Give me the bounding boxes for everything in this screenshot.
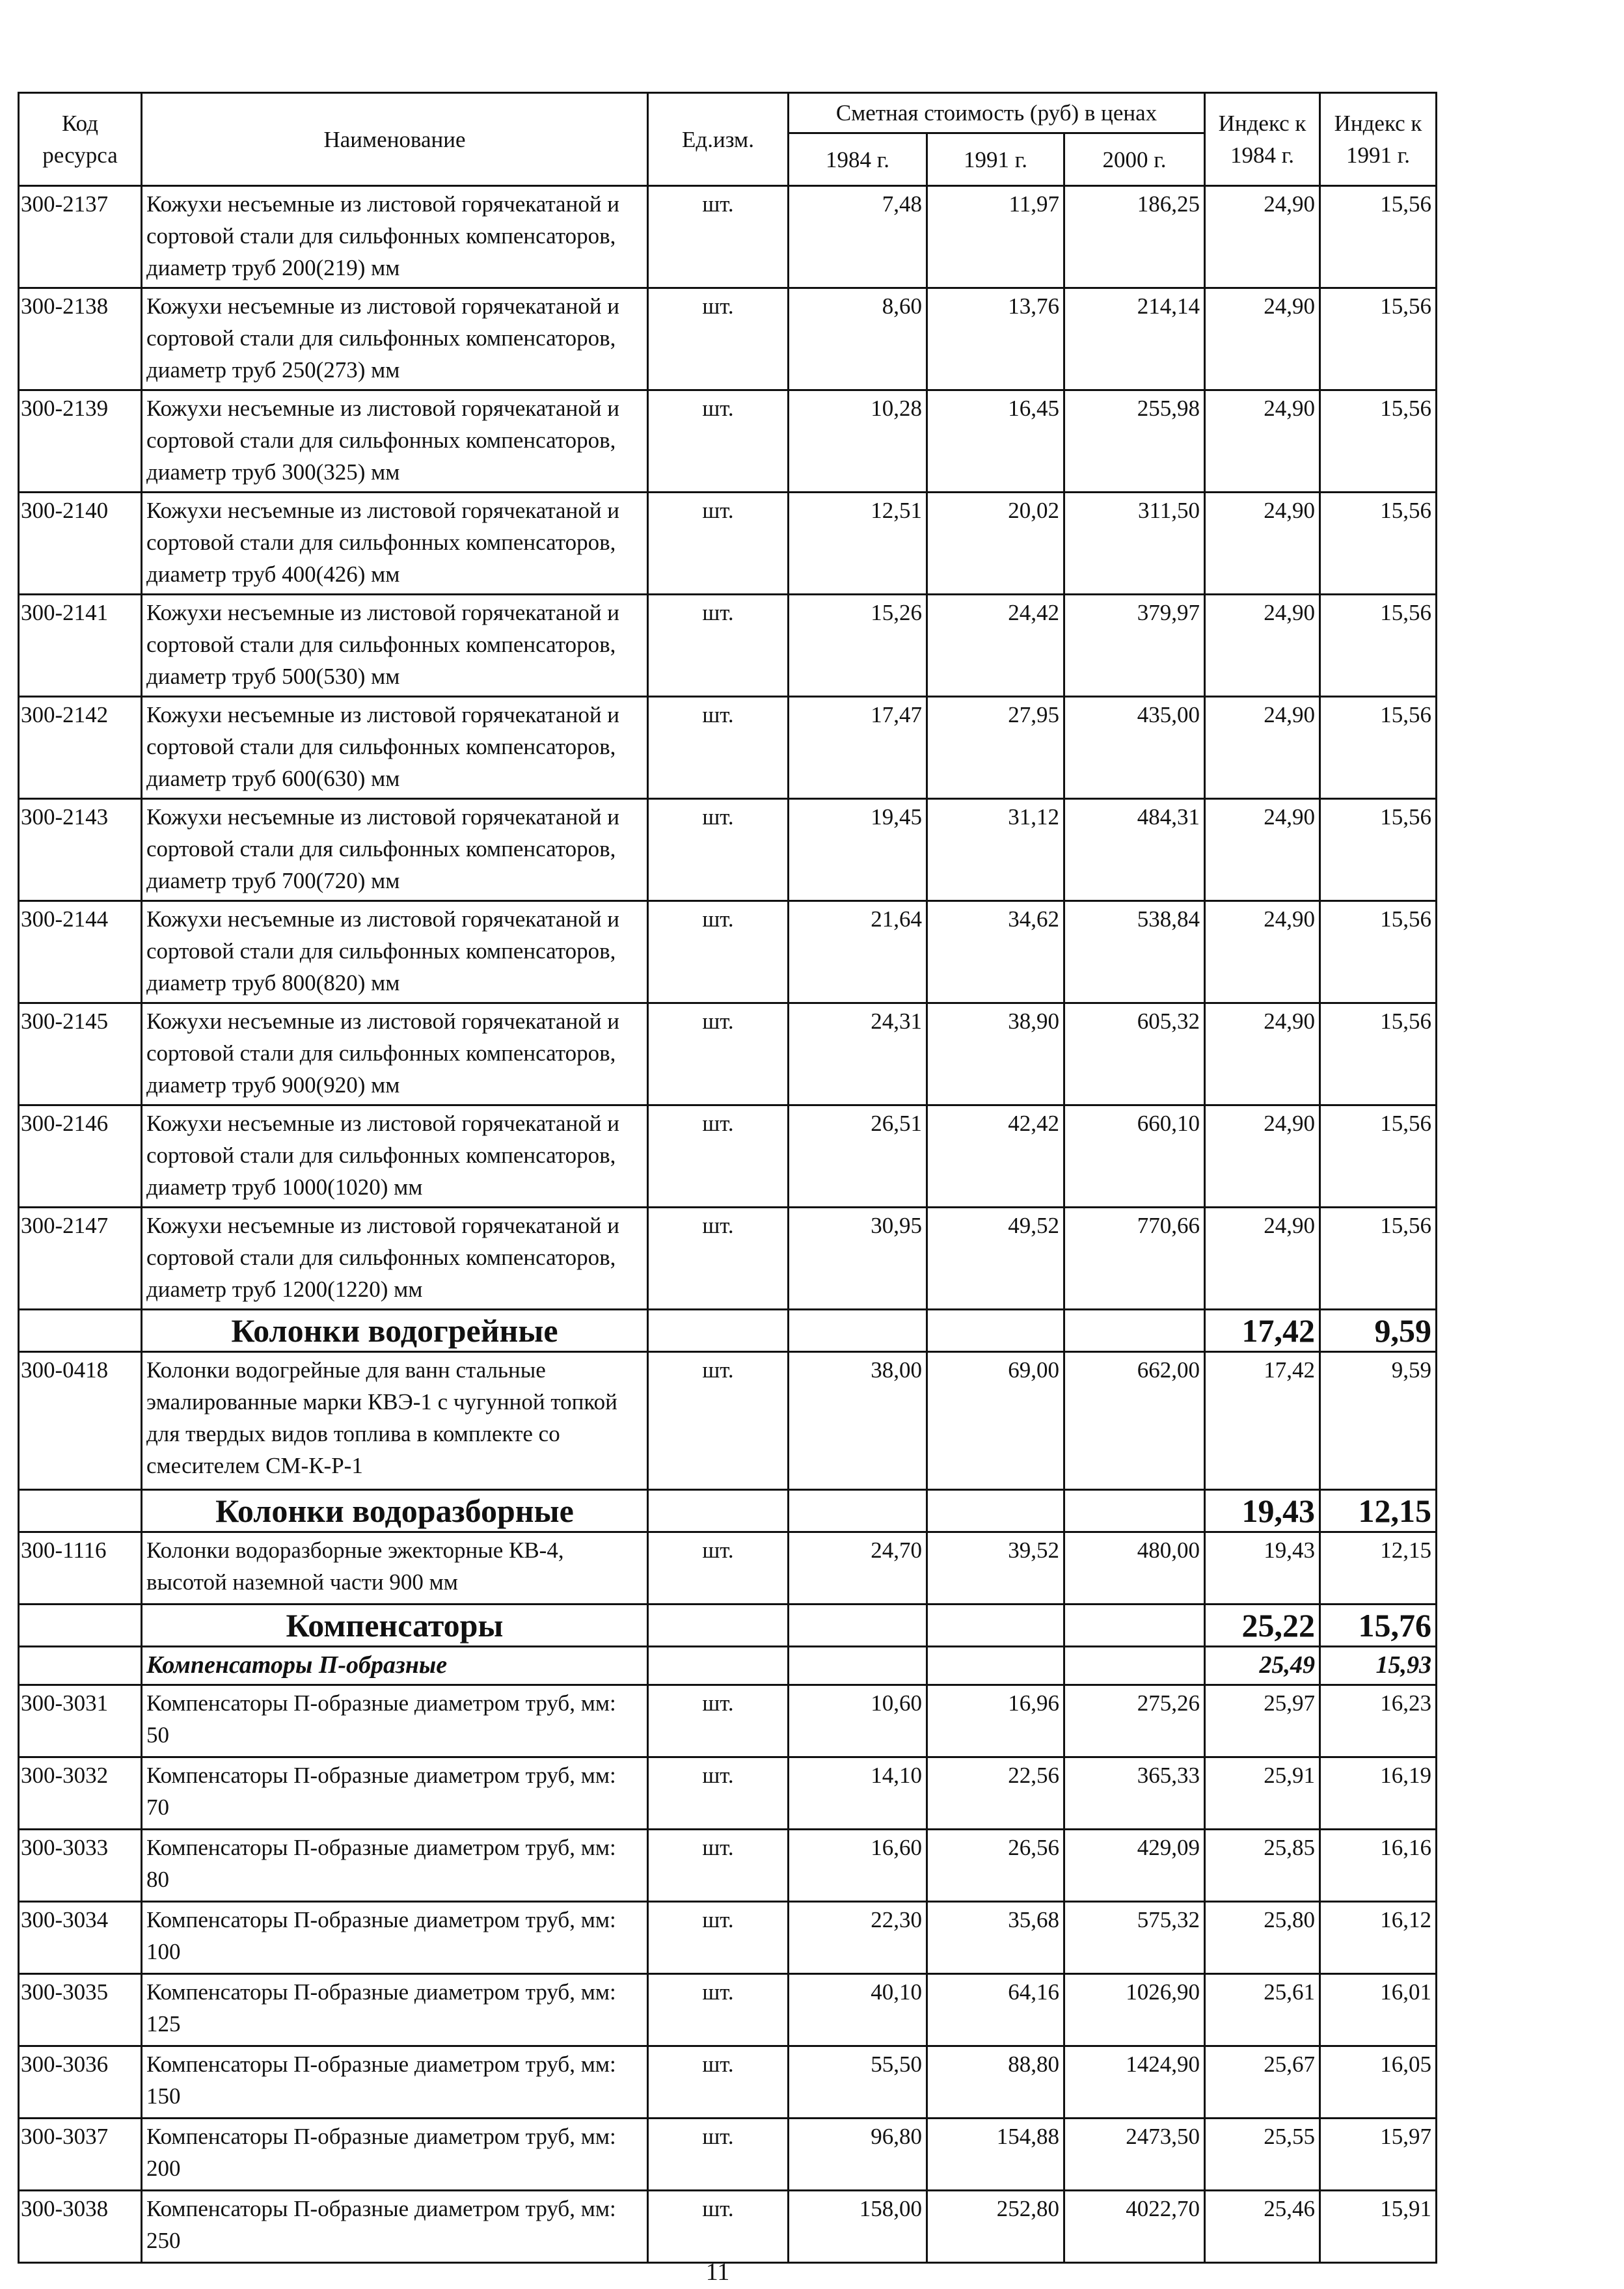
table-row: [19, 186, 1437, 288]
unit: шт.: [648, 493, 789, 595]
price-1984: 19,45: [789, 799, 927, 901]
section-index-1984: 25,22: [1205, 1605, 1320, 1647]
unit: шт.: [648, 1532, 789, 1605]
empty-cell: [1064, 1490, 1205, 1532]
price-2000: 770,66: [1064, 1208, 1205, 1310]
unit: шт.: [648, 1830, 789, 1902]
unit: шт.: [648, 1685, 789, 1757]
section-index-1991: 9,59: [1320, 1310, 1437, 1352]
price-2000: 605,32: [1064, 1003, 1205, 1105]
unit: шт.: [648, 1352, 789, 1490]
price-2000: 480,00: [1064, 1532, 1205, 1605]
resource-code: 300-2145: [19, 1003, 142, 1105]
resource-code: 300-2139: [19, 390, 142, 493]
subsection-index-1984: 25,49: [1205, 1647, 1320, 1685]
resource-name: Компенсаторы П-образные диаметром труб, мм: 200: [142, 2119, 648, 2191]
price-1991: 27,95: [927, 697, 1064, 799]
price-2000: 538,84: [1064, 901, 1205, 1003]
price-2000: 484,31: [1064, 799, 1205, 901]
index-1991: 15,56: [1320, 186, 1437, 288]
unit: шт.: [648, 1105, 789, 1208]
unit: шт.: [648, 2119, 789, 2191]
price-1991: 24,42: [927, 595, 1064, 697]
index-1991: 15,97: [1320, 2119, 1437, 2191]
subsection-index-1991: 15,93: [1320, 1647, 1437, 1685]
resource-code: 300-0418: [19, 1352, 142, 1490]
resource-name: Кожухи несъемные из листовой горячекатаной и сортовой стали для сильфонных компенсаторов, диаметр труб 250(273) мм: [142, 288, 648, 390]
price-1991: 88,80: [927, 2046, 1064, 2119]
resource-code: 300-2143: [19, 799, 142, 901]
resource-code: 300-3034: [19, 1902, 142, 1974]
resource-code: 300-2144: [19, 901, 142, 1003]
subsection-row: [19, 1647, 1437, 1685]
price-1984: 14,10: [789, 1757, 927, 1830]
resource-name: Кожухи несъемные из листовой горячекатаной и сортовой стали для сильфонных компенсаторов, диаметр труб 1000(1020) мм: [142, 1105, 648, 1208]
index-1984: 24,90: [1205, 697, 1320, 799]
index-1984: 25,97: [1205, 1685, 1320, 1757]
resource-code: 300-2140: [19, 493, 142, 595]
index-1991: 16,05: [1320, 2046, 1437, 2119]
index-1991: 9,59: [1320, 1352, 1437, 1490]
section-index-1991: 12,15: [1320, 1490, 1437, 1532]
price-1984: 40,10: [789, 1974, 927, 2046]
price-1984: 158,00: [789, 2191, 927, 2263]
price-1984: 8,60: [789, 288, 927, 390]
price-1984: 55,50: [789, 2046, 927, 2119]
price-2000: 435,00: [1064, 697, 1205, 799]
empty-cell: [789, 1605, 927, 1647]
unit: шт.: [648, 2191, 789, 2263]
header-1984: 1984 г.: [789, 133, 927, 186]
price-2000: 2473,50: [1064, 2119, 1205, 2191]
resource-name: Кожухи несъемные из листовой горячекатаной и сортовой стали для сильфонных компенсаторов, диаметр труб 600(630) мм: [142, 697, 648, 799]
resource-code: 300-2142: [19, 697, 142, 799]
resource-code: 300-2147: [19, 1208, 142, 1310]
empty-cell: [19, 1605, 142, 1647]
index-1991: 15,56: [1320, 901, 1437, 1003]
price-1984: 96,80: [789, 2119, 927, 2191]
resource-name: Кожухи несъемные из листовой горячекатаной и сортовой стали для сильфонных компенсаторов, диаметр труб 1200(1220) мм: [142, 1208, 648, 1310]
table-row: [19, 1105, 1437, 1208]
price-2000: 4022,70: [1064, 2191, 1205, 2263]
index-1984: 24,90: [1205, 1208, 1320, 1310]
price-1991: 64,16: [927, 1974, 1064, 2046]
header-unit: Ед.изм.: [648, 93, 789, 186]
empty-cell: [19, 1490, 142, 1532]
resource-code: 300-1116: [19, 1532, 142, 1605]
resource-name: Компенсаторы П-образные диаметром труб, мм: 70: [142, 1757, 648, 1830]
index-1984: 24,90: [1205, 595, 1320, 697]
table-row: [19, 1532, 1437, 1605]
table-row: [19, 595, 1437, 697]
empty-cell: [789, 1310, 927, 1352]
price-1991: 16,45: [927, 390, 1064, 493]
index-1984: 25,55: [1205, 2119, 1320, 2191]
resource-name: Колонки водоразборные эжекторные КВ-4, высотой наземной части 900 мм: [142, 1532, 648, 1605]
header-index-1984: Индекс к 1984 г.: [1205, 93, 1320, 186]
price-2000: 311,50: [1064, 493, 1205, 595]
price-1991: 31,12: [927, 799, 1064, 901]
resource-name: Компенсаторы П-образные диаметром труб, мм: 250: [142, 2191, 648, 2263]
empty-cell: [648, 1605, 789, 1647]
table-row: [19, 288, 1437, 390]
resource-name: Кожухи несъемные из листовой горячекатаной и сортовой стали для сильфонных компенсаторов, диаметр труб 800(820) мм: [142, 901, 648, 1003]
empty-cell: [927, 1490, 1064, 1532]
index-1984: 25,46: [1205, 2191, 1320, 2263]
price-1991: 34,62: [927, 901, 1064, 1003]
price-1984: 22,30: [789, 1902, 927, 1974]
resource-code: 300-3036: [19, 2046, 142, 2119]
index-1991: 16,16: [1320, 1830, 1437, 1902]
header-name: Наименование: [142, 93, 648, 186]
header-code: Код ресурса: [19, 93, 142, 186]
index-1984: 25,61: [1205, 1974, 1320, 2046]
subsection-title: Компенсаторы П-образные: [142, 1647, 648, 1685]
price-1991: 252,80: [927, 2191, 1064, 2263]
price-1984: 30,95: [789, 1208, 927, 1310]
table-row: [19, 2191, 1437, 2263]
unit: шт.: [648, 697, 789, 799]
price-1991: 49,52: [927, 1208, 1064, 1310]
section-title: Колонки водогрейные: [142, 1310, 648, 1352]
price-2000: 255,98: [1064, 390, 1205, 493]
resource-name: Кожухи несъемные из листовой горячекатаной и сортовой стали для сильфонных компенсаторов, диаметр труб 500(530) мм: [142, 595, 648, 697]
unit: шт.: [648, 1974, 789, 2046]
table-row: [19, 1974, 1437, 2046]
table-row: [19, 1003, 1437, 1105]
empty-cell: [648, 1647, 789, 1685]
price-2000: 275,26: [1064, 1685, 1205, 1757]
table-row: [19, 697, 1437, 799]
index-1984: 24,90: [1205, 901, 1320, 1003]
index-1984: 25,91: [1205, 1757, 1320, 1830]
section-index-1991: 15,76: [1320, 1605, 1437, 1647]
resource-name: Кожухи несъемные из листовой горячекатаной и сортовой стали для сильфонных компенсаторов, диаметр труб 700(720) мм: [142, 799, 648, 901]
unit: шт.: [648, 1208, 789, 1310]
index-1984: 24,90: [1205, 390, 1320, 493]
table-row: [19, 1757, 1437, 1830]
index-1991: 16,01: [1320, 1974, 1437, 2046]
price-1991: 39,52: [927, 1532, 1064, 1605]
index-1984: 17,42: [1205, 1352, 1320, 1490]
table-row: [19, 1685, 1437, 1757]
empty-cell: [648, 1490, 789, 1532]
empty-cell: [789, 1647, 927, 1685]
resource-name: Компенсаторы П-образные диаметром труб, мм: 50: [142, 1685, 648, 1757]
index-1991: 15,56: [1320, 1003, 1437, 1105]
section-row: [19, 1490, 1437, 1532]
price-2000: 575,32: [1064, 1902, 1205, 1974]
resource-code: 300-2141: [19, 595, 142, 697]
unit: шт.: [648, 1902, 789, 1974]
table-row: [19, 1902, 1437, 1974]
price-2000: 662,00: [1064, 1352, 1205, 1490]
price-1991: 154,88: [927, 2119, 1064, 2191]
resource-name: Компенсаторы П-образные диаметром труб, мм: 80: [142, 1830, 648, 1902]
table-row: [19, 390, 1437, 493]
table-row: [19, 2046, 1437, 2119]
index-1991: 12,15: [1320, 1532, 1437, 1605]
price-1984: 7,48: [789, 186, 927, 288]
table-row: [19, 901, 1437, 1003]
resource-name: Компенсаторы П-образные диаметром труб, мм: 125: [142, 1974, 648, 2046]
index-1991: 16,12: [1320, 1902, 1437, 1974]
section-index-1984: 19,43: [1205, 1490, 1320, 1532]
resource-code: 300-2146: [19, 1105, 142, 1208]
price-1984: 10,28: [789, 390, 927, 493]
unit: шт.: [648, 901, 789, 1003]
index-1984: 24,90: [1205, 799, 1320, 901]
table-row: [19, 2119, 1437, 2191]
price-2000: 214,14: [1064, 288, 1205, 390]
empty-cell: [927, 1310, 1064, 1352]
empty-cell: [19, 1647, 142, 1685]
index-1984: 25,85: [1205, 1830, 1320, 1902]
index-1984: 24,90: [1205, 1003, 1320, 1105]
unit: шт.: [648, 390, 789, 493]
price-1984: 38,00: [789, 1352, 927, 1490]
empty-cell: [927, 1605, 1064, 1647]
price-1991: 16,96: [927, 1685, 1064, 1757]
resource-code: 300-3032: [19, 1757, 142, 1830]
price-1984: 17,47: [789, 697, 927, 799]
header-2000: 2000 г.: [1064, 133, 1205, 186]
price-1991: 69,00: [927, 1352, 1064, 1490]
resource-code: 300-3035: [19, 1974, 142, 2046]
price-1991: 38,90: [927, 1003, 1064, 1105]
index-1991: 15,56: [1320, 1208, 1437, 1310]
resource-code: 300-3031: [19, 1685, 142, 1757]
section-title: Компенсаторы: [142, 1605, 648, 1647]
index-1991: 15,56: [1320, 595, 1437, 697]
index-1984: 24,90: [1205, 288, 1320, 390]
unit: шт.: [648, 2046, 789, 2119]
empty-cell: [648, 1310, 789, 1352]
resource-code: 300-3038: [19, 2191, 142, 2263]
empty-cell: [1064, 1310, 1205, 1352]
empty-cell: [19, 1310, 142, 1352]
header-1991: 1991 г.: [927, 133, 1064, 186]
resource-name: Колонки водогрейные для ванн стальные эмалированные марки КВЭ-1 с чугунной топкой для твердых видов топлива в комплекте со смесителем СМ-К-Р-1: [142, 1352, 648, 1490]
resource-name: Компенсаторы П-образные диаметром труб, мм: 100: [142, 1902, 648, 1974]
unit: шт.: [648, 288, 789, 390]
price-2000: 186,25: [1064, 186, 1205, 288]
resource-name: Кожухи несъемные из листовой горячекатаной и сортовой стали для сильфонных компенсаторов, диаметр труб 400(426) мм: [142, 493, 648, 595]
resource-name: Кожухи несъемные из листовой горячекатаной и сортовой стали для сильфонных компенсаторов, диаметр труб 300(325) мм: [142, 390, 648, 493]
price-1984: 24,31: [789, 1003, 927, 1105]
unit: шт.: [648, 595, 789, 697]
table-row: [19, 799, 1437, 901]
table-row: [19, 1208, 1437, 1310]
section-row: [19, 1310, 1437, 1352]
price-table: [18, 92, 1437, 2264]
price-1984: 21,64: [789, 901, 927, 1003]
price-2000: 1026,90: [1064, 1974, 1205, 2046]
empty-cell: [1064, 1647, 1205, 1685]
index-1991: 15,56: [1320, 493, 1437, 595]
section-index-1984: 17,42: [1205, 1310, 1320, 1352]
index-1984: 24,90: [1205, 1105, 1320, 1208]
price-2000: 660,10: [1064, 1105, 1205, 1208]
price-1991: 13,76: [927, 288, 1064, 390]
resource-code: 300-3033: [19, 1830, 142, 1902]
section-title: Колонки водоразборные: [142, 1490, 648, 1532]
price-1984: 24,70: [789, 1532, 927, 1605]
resource-code: 300-2137: [19, 186, 142, 288]
index-1984: 24,90: [1205, 493, 1320, 595]
resource-code: 300-3037: [19, 2119, 142, 2191]
index-1984: 25,80: [1205, 1902, 1320, 1974]
price-1991: 11,97: [927, 186, 1064, 288]
index-1991: 16,23: [1320, 1685, 1437, 1757]
price-1991: 22,56: [927, 1757, 1064, 1830]
page-number: 11: [705, 2258, 730, 2286]
index-1984: 24,90: [1205, 186, 1320, 288]
table-row: [19, 1352, 1437, 1490]
index-1991: 15,56: [1320, 1105, 1437, 1208]
index-1991: 15,56: [1320, 697, 1437, 799]
price-2000: 365,33: [1064, 1757, 1205, 1830]
section-row: [19, 1605, 1437, 1647]
index-1991: 15,56: [1320, 288, 1437, 390]
price-1984: 15,26: [789, 595, 927, 697]
price-2000: 379,97: [1064, 595, 1205, 697]
price-1991: 35,68: [927, 1902, 1064, 1974]
price-2000: 1424,90: [1064, 2046, 1205, 2119]
unit: шт.: [648, 1757, 789, 1830]
index-1991: 16,19: [1320, 1757, 1437, 1830]
price-1991: 42,42: [927, 1105, 1064, 1208]
unit: шт.: [648, 1003, 789, 1105]
resource-name: Кожухи несъемные из листовой горячекатаной и сортовой стали для сильфонных компенсаторов, диаметр труб 900(920) мм: [142, 1003, 648, 1105]
price-2000: 429,09: [1064, 1830, 1205, 1902]
price-1984: 12,51: [789, 493, 927, 595]
index-1991: 15,56: [1320, 390, 1437, 493]
price-1991: 26,56: [927, 1830, 1064, 1902]
index-1984: 19,43: [1205, 1532, 1320, 1605]
price-1984: 10,60: [789, 1685, 927, 1757]
price-1991: 20,02: [927, 493, 1064, 595]
price-1984: 26,51: [789, 1105, 927, 1208]
index-1991: 15,56: [1320, 799, 1437, 901]
resource-name: Кожухи несъемные из листовой горячекатаной и сортовой стали для сильфонных компенсаторов, диаметр труб 200(219) мм: [142, 186, 648, 288]
index-1984: 25,67: [1205, 2046, 1320, 2119]
table-row: [19, 1830, 1437, 1902]
empty-cell: [1064, 1605, 1205, 1647]
empty-cell: [927, 1647, 1064, 1685]
index-1991: 15,91: [1320, 2191, 1437, 2263]
header-index-1991: Индекс к 1991 г.: [1320, 93, 1437, 186]
resource-name: Компенсаторы П-образные диаметром труб, мм: 150: [142, 2046, 648, 2119]
resource-code: 300-2138: [19, 288, 142, 390]
header-cost-group: Сметная стоимость (руб) в ценах: [789, 93, 1205, 133]
unit: шт.: [648, 799, 789, 901]
price-1984: 16,60: [789, 1830, 927, 1902]
unit: шт.: [648, 186, 789, 288]
empty-cell: [789, 1490, 927, 1532]
table-row: [19, 493, 1437, 595]
